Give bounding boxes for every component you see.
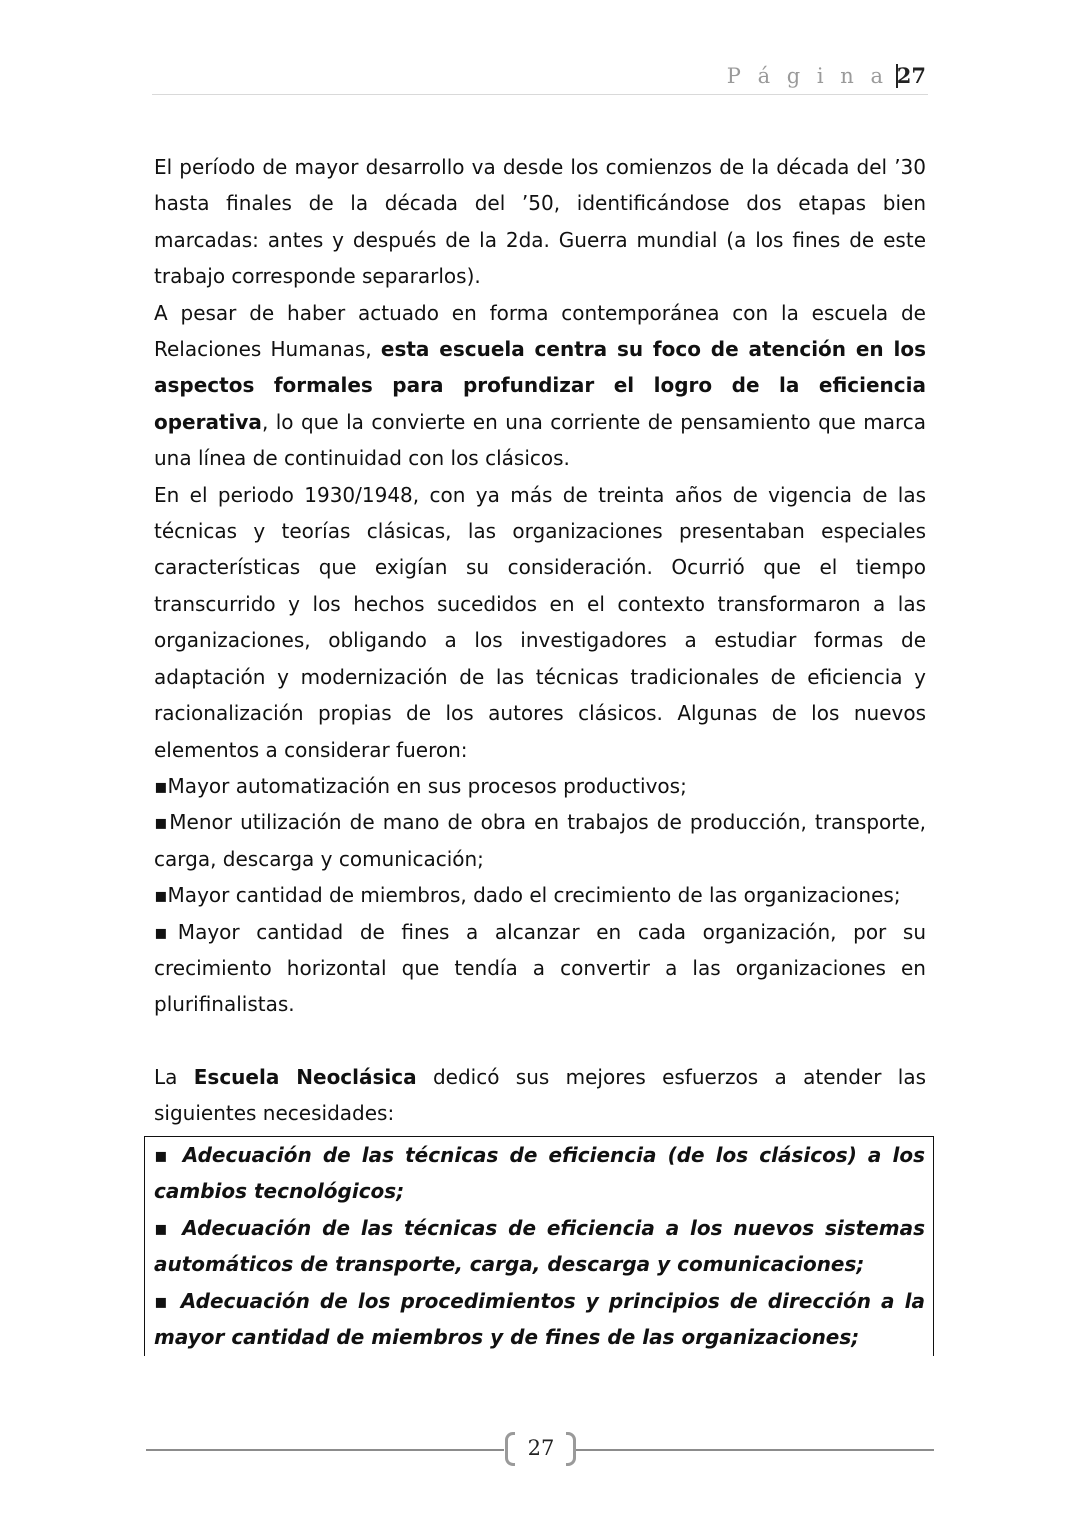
footer-rule-left xyxy=(146,1449,504,1451)
page-label: P á g i n a xyxy=(726,64,888,88)
paragraph-2 xyxy=(154,295,926,477)
page-header xyxy=(152,62,928,95)
box-item: ▪ Adecuación de las técnicas de eficiencia (de los clásicos) a los cambios tecnológicos; xyxy=(154,1143,925,1204)
footer-page-number: 27 xyxy=(527,1436,555,1460)
page-footer xyxy=(146,1432,934,1472)
paragraph-2-start: A pesar de haber actuado en forma contemporánea con la escuela de Relaciones Humanas, xyxy=(154,300,926,362)
footer-rule-right xyxy=(576,1449,934,1451)
paragraph-4-bold: Escuela Neoclásica xyxy=(193,1064,417,1089)
paragraph-2-end: , lo que la convierte en una corriente de pensamiento que marca una línea de continuidad con los clásicos. xyxy=(154,409,926,471)
paragraph-1: El período de mayor desarrollo va desde los comienzos de la década del ’30 hasta finales de la década del ’50, identificándose dos etapas bien marcadas: antes y después de la 2da. Guerra mundial (a los fines de este trabajo corresponde separarlos). xyxy=(154,155,926,289)
main-text xyxy=(154,149,926,1132)
header-page-number: 27 xyxy=(896,63,926,88)
list-item: ▪Mayor automatización en sus procesos productivos; xyxy=(154,773,687,798)
paragraph-4 xyxy=(154,1059,926,1132)
footer-bracket-left xyxy=(505,1432,515,1466)
footer-bracket-right xyxy=(566,1432,576,1466)
paragraph-4-end: dedicó sus mejores esfuerzos a atender las siguientes necesidades: xyxy=(154,1064,926,1126)
paragraph-2-bold: esta escuela centra su foco de atención en los aspectos formales para profundizar el logro de la eficiencia operativa xyxy=(154,337,926,434)
box-item: ▪ Adecuación de las técnicas de eficiencia a los nuevos sistemas automáticos de transporte, carga, descarga y comunicaciones; xyxy=(154,1215,925,1277)
needs-box xyxy=(144,1136,934,1356)
list-item: ▪Menor utilización de mano de obra en trabajos de producción, transporte, carga, descarga y comunicación; xyxy=(154,810,926,871)
box-item: ▪ Adecuación de los procedimientos y principios de dirección a la mayor cantidad de miembros y de fines de las organizaciones; xyxy=(154,1288,925,1350)
list-item: ▪Mayor cantidad de miembros, dado el crecimiento de las organizaciones; xyxy=(154,883,901,908)
list-item: ▪Mayor cantidad de fines a alcanzar en cada organización, por su crecimiento horizontal que tendía a convertir a las organizaciones en plurifinalistas. xyxy=(154,919,926,1017)
paragraph-3: En el periodo 1930/1948, con ya más de treinta años de vigencia de las técnicas y teorías clásicas, las organizaciones presentaban especiales características que exigían su consideración. Ocurrió que el tiempo transcurrido y los hechos sucedidos en el contexto transformaron a las organizaciones, obligando a los investigadores a estudiar formas de adaptación y modernización de las técnicas tradicionales de eficiencia y racionalización propias de los autores clásicos. Algunas de los nuevos elementos a considerar fueron: xyxy=(154,482,926,762)
paragraph-4-start: La xyxy=(154,1064,194,1089)
